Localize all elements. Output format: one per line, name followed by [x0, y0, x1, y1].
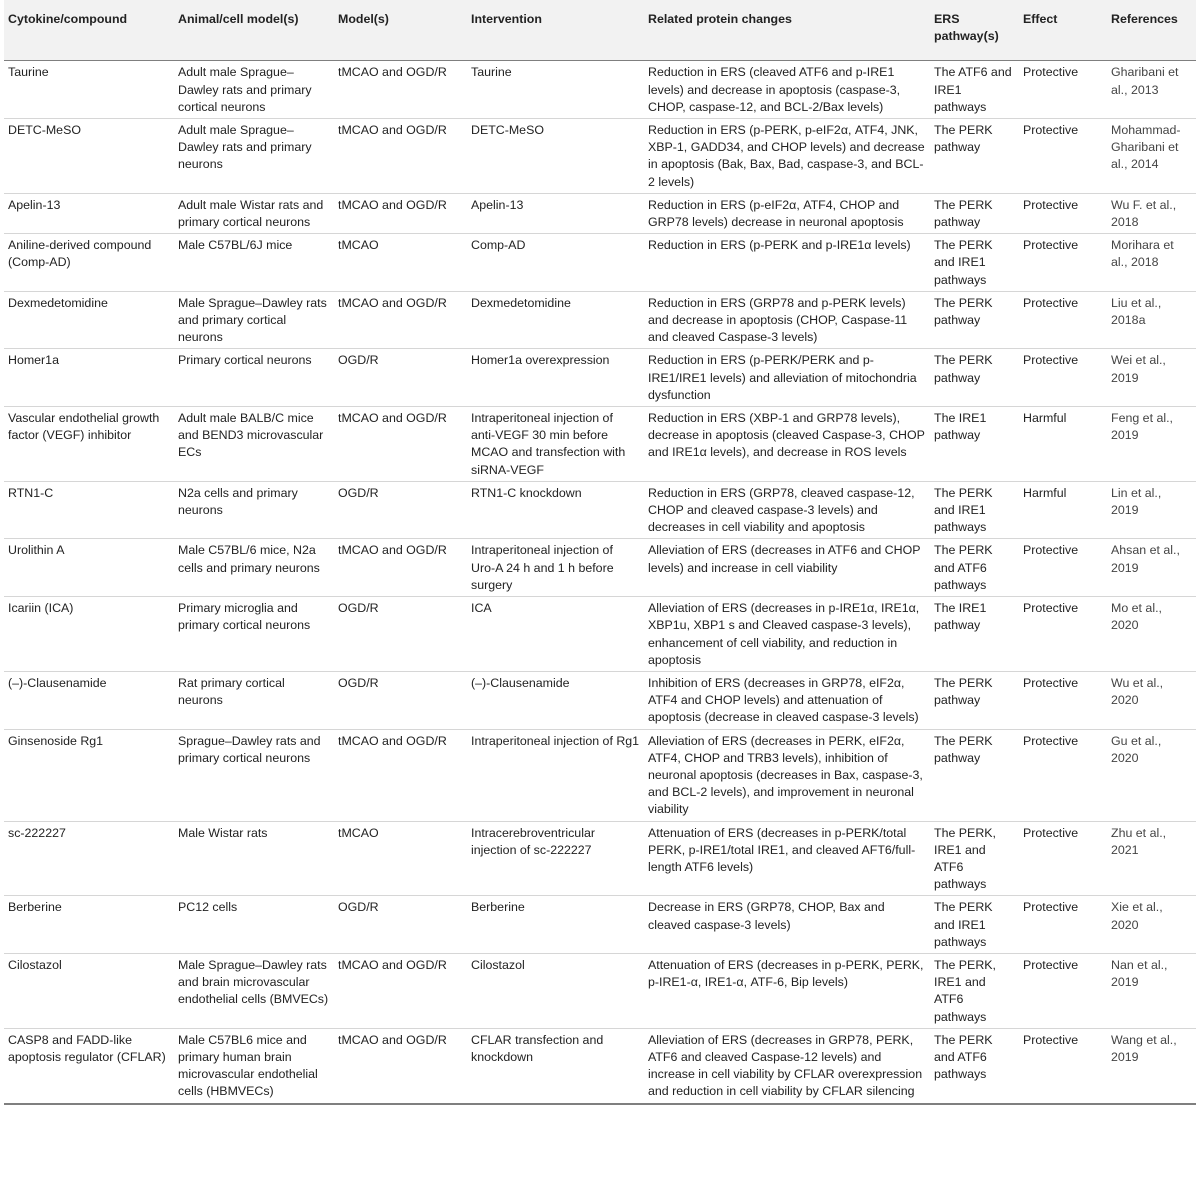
cell-reference: Mo et al., 2020 — [1107, 597, 1196, 672]
cell-protein-changes: Reduction in ERS (p-eIF2α, ATF4, CHOP and GRP78 levels) decrease in neuronal apoptosis — [644, 193, 930, 233]
cell-model: OGD/R — [334, 481, 467, 539]
cell-intervention: Apelin-13 — [467, 193, 644, 233]
cell-effect: Protective — [1019, 291, 1107, 349]
cell-intervention: Homer1a overexpression — [467, 349, 644, 407]
cell-intervention: Intraperitoneal injection of Uro-A 24 h and 1 h before surgery — [467, 539, 644, 597]
cell-reference: Wang et al., 2019 — [1107, 1028, 1196, 1103]
cell-animal-cell-model: Primary cortical neurons — [174, 349, 334, 407]
cell-animal-cell-model: Male Sprague–Dawley rats and primary cortical neurons — [174, 291, 334, 349]
header-row — [4, 0, 1196, 61]
cell-protein-changes: Reduction in ERS (cleaved ATF6 and p-IRE1 levels) and decrease in apoptosis (caspase-3, CHOP, caspase-12, and BCL-2/Bax levels) — [644, 61, 930, 119]
cell-compound: DETC-MeSO — [4, 119, 174, 194]
cell-ers-pathway: The PERK and IRE1 pathways — [930, 234, 1019, 292]
table-row — [4, 407, 1196, 482]
header-models: Model(s) — [334, 0, 467, 61]
cell-intervention: DETC-MeSO — [467, 119, 644, 194]
cell-intervention: Berberine — [467, 896, 644, 954]
table-row — [4, 597, 1196, 672]
cell-ers-pathway: The PERK and ATF6 pathways — [930, 539, 1019, 597]
cell-compound: Ginsenoside Rg1 — [4, 729, 174, 821]
cell-effect: Protective — [1019, 1028, 1107, 1103]
cell-effect: Protective — [1019, 234, 1107, 292]
cell-ers-pathway: The PERK and ATF6 pathways — [930, 1028, 1019, 1103]
cell-effect: Protective — [1019, 821, 1107, 896]
cell-protein-changes: Reduction in ERS (p-PERK/PERK and p-IRE1/IRE1 levels) and alleviation of mitochondria dysfunction — [644, 349, 930, 407]
cell-compound: Dexmedetomidine — [4, 291, 174, 349]
cell-animal-cell-model: Adult male Sprague–Dawley rats and primary neurons — [174, 119, 334, 194]
cell-animal-cell-model: Adult male Sprague–Dawley rats and primary cortical neurons — [174, 61, 334, 119]
cell-ers-pathway: The ATF6 and IRE1 pathways — [930, 61, 1019, 119]
table-row — [4, 821, 1196, 896]
table-row — [4, 953, 1196, 1028]
cell-protein-changes: Alleviation of ERS (decreases in p-IRE1α, IRE1α, XBP1u, XBP1 s and Cleaved caspase-3 levels), enhancement of cell viability, and reduction in apoptosis — [644, 597, 930, 672]
cell-intervention: ICA — [467, 597, 644, 672]
cell-animal-cell-model: Adult male BALB/C mice and BEND3 microvascular ECs — [174, 407, 334, 482]
cell-compound: Homer1a — [4, 349, 174, 407]
cell-ers-pathway: The PERK and IRE1 pathways — [930, 896, 1019, 954]
cell-compound: Berberine — [4, 896, 174, 954]
cell-reference: Lin et al., 2019 — [1107, 481, 1196, 539]
cell-model: tMCAO and OGD/R — [334, 193, 467, 233]
cell-protein-changes: Reduction in ERS (p-PERK, p-eIF2α, ATF4, JNK, XBP-1, GADD34, and CHOP levels) and decrease in apoptosis (Bak, Bax, Bad, caspase-3, and BCL-2 levels) — [644, 119, 930, 194]
cell-ers-pathway: The IRE1 pathway — [930, 407, 1019, 482]
cell-intervention: Dexmedetomidine — [467, 291, 644, 349]
table-row — [4, 291, 1196, 349]
cell-intervention: CFLAR transfection and knockdown — [467, 1028, 644, 1103]
table-row — [4, 234, 1196, 292]
cell-ers-pathway: The PERK, IRE1 and ATF6 pathways — [930, 821, 1019, 896]
cell-protein-changes: Alleviation of ERS (decreases in PERK, eIF2α, ATF4, CHOP and TRB3 levels), inhibition of neuronal apoptosis (decreases in Bax, caspase-3, and BCL-2 levels), and improvement in neuronal viability — [644, 729, 930, 821]
cell-effect: Protective — [1019, 729, 1107, 821]
cell-effect: Protective — [1019, 953, 1107, 1028]
cell-model: OGD/R — [334, 671, 467, 729]
cell-reference: Gu et al., 2020 — [1107, 729, 1196, 821]
cell-effect: Protective — [1019, 349, 1107, 407]
cell-ers-pathway: The PERK pathway — [930, 349, 1019, 407]
cell-model: tMCAO — [334, 234, 467, 292]
cell-reference: Nan et al., 2019 — [1107, 953, 1196, 1028]
header-cytokine-compound: Cytokine/compound — [4, 0, 174, 61]
cell-ers-pathway: The IRE1 pathway — [930, 597, 1019, 672]
cell-reference: Wu F. et al., 2018 — [1107, 193, 1196, 233]
cell-reference: Morihara et al., 2018 — [1107, 234, 1196, 292]
cell-model: tMCAO and OGD/R — [334, 539, 467, 597]
cell-model: tMCAO and OGD/R — [334, 119, 467, 194]
table-row — [4, 61, 1196, 119]
cell-model: tMCAO and OGD/R — [334, 291, 467, 349]
cell-reference: Feng et al., 2019 — [1107, 407, 1196, 482]
header-intervention: Intervention — [467, 0, 644, 61]
cell-ers-pathway: The PERK pathway — [930, 291, 1019, 349]
cell-animal-cell-model: Sprague–Dawley rats and primary cortical neurons — [174, 729, 334, 821]
cell-model: OGD/R — [334, 597, 467, 672]
cell-effect: Protective — [1019, 119, 1107, 194]
cell-reference: Mohammad-Gharibani et al., 2014 — [1107, 119, 1196, 194]
cell-compound: Apelin-13 — [4, 193, 174, 233]
table-row — [4, 896, 1196, 954]
cell-animal-cell-model: PC12 cells — [174, 896, 334, 954]
header-animal-cell-model: Animal/cell model(s) — [174, 0, 334, 61]
cell-animal-cell-model: Adult male Wistar rats and primary cortical neurons — [174, 193, 334, 233]
table-header — [4, 0, 1196, 61]
cell-animal-cell-model: Male Wistar rats — [174, 821, 334, 896]
cell-model: tMCAO and OGD/R — [334, 729, 467, 821]
table-body — [4, 61, 1196, 1104]
cell-model: OGD/R — [334, 349, 467, 407]
cell-compound: RTN1-C — [4, 481, 174, 539]
cell-intervention: Taurine — [467, 61, 644, 119]
table-row — [4, 671, 1196, 729]
header-ers-pathways: ERS pathway(s) — [930, 0, 1019, 61]
cell-protein-changes: Attenuation of ERS (decreases in p-PERK/total PERK, p-IRE1/total IRE1, and cleaved AFT6/full-length ATF6 levels) — [644, 821, 930, 896]
table-row — [4, 119, 1196, 194]
cell-protein-changes: Inhibition of ERS (decreases in GRP78, eIF2α, ATF4 and CHOP levels) and attenuation of apoptosis (decrease in cleaved caspase-3 levels) — [644, 671, 930, 729]
cell-compound: Aniline-derived compound (Comp-AD) — [4, 234, 174, 292]
cell-effect: Protective — [1019, 193, 1107, 233]
cell-protein-changes: Reduction in ERS (GRP78, cleaved caspase-12, CHOP and cleaved caspase-3 levels) and decreases in cell viability and apoptosis — [644, 481, 930, 539]
table-row — [4, 481, 1196, 539]
cell-compound: sc-222227 — [4, 821, 174, 896]
cell-compound: Urolithin A — [4, 539, 174, 597]
cell-intervention: Cilostazol — [467, 953, 644, 1028]
cell-model: tMCAO and OGD/R — [334, 1028, 467, 1103]
cell-protein-changes: Alleviation of ERS (decreases in GRP78, PERK, ATF6 and cleaved Caspase-12 levels) and increase in cell viability by CFLAR overexpression and reduction in cell viability by CFLAR silencing — [644, 1028, 930, 1103]
cell-intervention: RTN1-C knockdown — [467, 481, 644, 539]
cell-reference: Xie et al., 2020 — [1107, 896, 1196, 954]
cell-effect: Protective — [1019, 671, 1107, 729]
cell-effect: Harmful — [1019, 481, 1107, 539]
cell-effect: Protective — [1019, 61, 1107, 119]
cell-protein-changes: Attenuation of ERS (decreases in p-PERK, PERK, p-IRE1-α, IRE1-α, ATF-6, Bip levels) — [644, 953, 930, 1028]
cell-model: tMCAO and OGD/R — [334, 61, 467, 119]
cell-compound: (–)-Clausenamide — [4, 671, 174, 729]
cell-reference: Gharibani et al., 2013 — [1107, 61, 1196, 119]
cell-animal-cell-model: N2a cells and primary neurons — [174, 481, 334, 539]
cell-compound: Icariin (ICA) — [4, 597, 174, 672]
cell-animal-cell-model: Male C57BL/6J mice — [174, 234, 334, 292]
cell-protein-changes: Alleviation of ERS (decreases in ATF6 and CHOP levels) and increase in cell viability — [644, 539, 930, 597]
cell-animal-cell-model: Male Sprague–Dawley rats and brain microvascular endothelial cells (BMVECs) — [174, 953, 334, 1028]
cell-animal-cell-model: Rat primary cortical neurons — [174, 671, 334, 729]
cell-animal-cell-model: Male C57BL6 mice and primary human brain microvascular endothelial cells (HBMVECs) — [174, 1028, 334, 1103]
cell-effect: Protective — [1019, 539, 1107, 597]
cell-ers-pathway: The PERK and IRE1 pathways — [930, 481, 1019, 539]
cell-reference: Wu et al., 2020 — [1107, 671, 1196, 729]
cell-animal-cell-model: Primary microglia and primary cortical neurons — [174, 597, 334, 672]
table-row — [4, 1028, 1196, 1103]
cell-compound: Cilostazol — [4, 953, 174, 1028]
cell-protein-changes: Reduction in ERS (p-PERK and p-IRE1α levels) — [644, 234, 930, 292]
cell-intervention: Intraperitoneal injection of Rg1 — [467, 729, 644, 821]
table-row — [4, 349, 1196, 407]
cell-protein-changes: Decrease in ERS (GRP78, CHOP, Bax and cleaved caspase-3 levels) — [644, 896, 930, 954]
cell-intervention: (–)-Clausenamide — [467, 671, 644, 729]
cell-ers-pathway: The PERK pathway — [930, 193, 1019, 233]
cell-compound: Vascular endothelial growth factor (VEGF) inhibitor — [4, 407, 174, 482]
cell-compound: CASP8 and FADD-like apoptosis regulator (CFLAR) — [4, 1028, 174, 1103]
table-row — [4, 193, 1196, 233]
cell-compound: Taurine — [4, 61, 174, 119]
cell-reference: Wei et al., 2019 — [1107, 349, 1196, 407]
header-references: References — [1107, 0, 1196, 61]
cell-intervention: Intracerebroventricular injection of sc-222227 — [467, 821, 644, 896]
cell-reference: Liu et al., 2018a — [1107, 291, 1196, 349]
cell-effect: Protective — [1019, 597, 1107, 672]
table-row — [4, 729, 1196, 821]
cell-ers-pathway: The PERK, IRE1 and ATF6 pathways — [930, 953, 1019, 1028]
cell-animal-cell-model: Male C57BL/6 mice, N2a cells and primary neurons — [174, 539, 334, 597]
cell-protein-changes: Reduction in ERS (GRP78 and p-PERK levels) and decrease in apoptosis (CHOP, Caspase-11 and cleaved Caspase-3 levels) — [644, 291, 930, 349]
header-effect: Effect — [1019, 0, 1107, 61]
cell-ers-pathway: The PERK pathway — [930, 729, 1019, 821]
header-related-protein-changes: Related protein changes — [644, 0, 930, 61]
cell-model: OGD/R — [334, 896, 467, 954]
cell-model: tMCAO — [334, 821, 467, 896]
cell-effect: Harmful — [1019, 407, 1107, 482]
cell-reference: Ahsan et al., 2019 — [1107, 539, 1196, 597]
cell-intervention: Intraperitoneal injection of anti-VEGF 30 min before MCAO and transfection with siRNA-VEGF — [467, 407, 644, 482]
cell-reference: Zhu et al., 2021 — [1107, 821, 1196, 896]
cell-protein-changes: Reduction in ERS (XBP-1 and GRP78 levels), decrease in apoptosis (cleaved Caspase-3, CHOP and IRE1α levels), and decrease in ROS levels — [644, 407, 930, 482]
cell-effect: Protective — [1019, 896, 1107, 954]
cell-model: tMCAO and OGD/R — [334, 407, 467, 482]
ers-intervention-table — [4, 0, 1196, 1105]
cell-ers-pathway: The PERK pathway — [930, 119, 1019, 194]
cell-model: tMCAO and OGD/R — [334, 953, 467, 1028]
cell-intervention: Comp-AD — [467, 234, 644, 292]
cell-ers-pathway: The PERK pathway — [930, 671, 1019, 729]
table-row — [4, 539, 1196, 597]
